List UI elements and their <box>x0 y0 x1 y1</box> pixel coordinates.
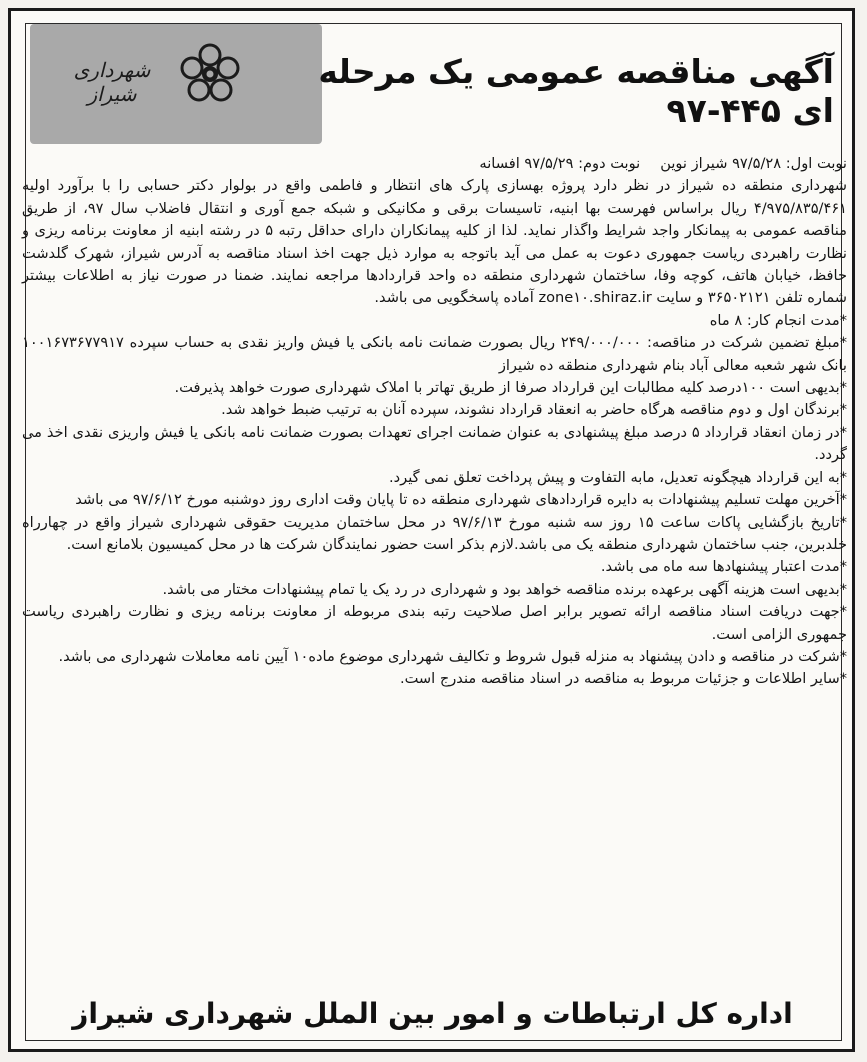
notice-header <box>30 24 840 144</box>
list-item: *برندگان اول و دوم مناقصه هرگاه حاضر به انعقاد قرارداد نشوند، سپرده آنان به ترتیب ضبط خواهد شد. <box>221 401 847 419</box>
issuer-footer: اداره کل ارتباطات و امور بین الملل شهرداری شیراز <box>72 997 793 1030</box>
list-item: *شرکت در مناقصه و دادن پیشنهاد به منزله قبول شروط و تکالیف شهرداری موضوع ماده۱۰ آیین نامه معاملات شهرداری می باشد. <box>58 647 847 665</box>
list-item: *تاریخ بازگشایی پاکات ساعت ۱۵ روز سه شنبه مورخ ۹۷/۶/۱۳ در محل ساختمان مدیریت حقوقی شهرداری شیراز واقع در چهارراه خلدبرین، جنب ساختمان شهرداری منطقه یک می باشد.لازم بذکر است حضور نمایندگان شرکت ها در محل کمیسیون بلامانع است. <box>22 513 847 553</box>
intro-paragraph: شهرداری منطقه ده شیراز در نظر دارد پروژه بهسازی پارک های انتظار و فاطمی واقع در بولوار دکتر حسابی را با برآورد اولیه ۴/۹۷۵/۸۳۵/۴۶۱ ریال براساس فهرست بها ابنیه، تاسیسات برقی و مکانیکی و شبکه جمع آوری و انتقال فاضلاب سال ۹۷، از طریق مناقصه عمومی به پیمانکار واجد شرایط واگذار نماید. لذا از کلیه پیمانکاران دارای حداقل رتبه ۵ در رشته ابنیه از معاونت برنامه ریزی و نظارت راهبردی ریاست جمهوری دعوت به عمل می آید باتوجه به موارد ذیل جهت اخذ اسناد مناقصه به آدرس شیراز، شهرک گلدشت حافظ، خیابان هاتف، کوچه وفا، ساختمان شهرداری منطقه ده واحد قراردادها مراجعه نمایند. ضمنا در صورت نیاز به اطلاعات بیشتر شماره تلفن ۳۶۵۰۲۱۲۱ و سایت zone۱۰.shiraz.ir آماده پاسخگویی می باشد. <box>22 177 848 307</box>
list-item: *مدت اعتبار پیشنهادها سه ماه می باشد. <box>600 558 847 576</box>
list-item: *جهت دریافت اسناد مناقصه ارائه تصویر برابر اصل صلاحیت رتبه بندی مربوطه از معاونت برنامه ریزی و نظارت راهبردی ریاست جمهوری الزامی است. <box>22 603 847 643</box>
list-item: *بدیهی است ۱۰۰درصد کلیه مطالبات این قرارداد صرفا از طریق تهاتر با املاک شهرداری صورت خواهد پذیرفت. <box>174 379 847 397</box>
list-item: *بدیهی است هزینه آگهی برعهده برنده مناقصه خواهد بود و شهرداری در رد یک یا تمام پیشنهادات مختار می باشد. <box>162 580 847 598</box>
notice-body <box>22 153 847 983</box>
list-item: *سایر اطلاعات و جزئیات مربوط به مناقصه در اسناد مناقصه مندرج است. <box>399 670 847 688</box>
list-item: *آخرین مهلت تسلیم پیشنهادات به دایره قراردادهای شهرداری منطقه ده تا پایان وقت اداری روز دوشنبه مورخ ۹۷/۶/۱۲ می باشد <box>75 491 847 509</box>
list-item: *مدت انجام کار: ۸ ماه <box>709 311 847 329</box>
list-item: *در زمان انعقاد قرارداد ۵ درصد مبلغ پیشنهادی به عنوان ضمانت اجرای تعهدات بصورت ضمانت نامه بانکی یا فیش واریزی نقدی اخذ می گردد. <box>22 423 847 464</box>
logo-text: شهرداری شیراز <box>73 58 151 106</box>
list-item: *مبلغ تضمین شرکت در مناقصه: ۲۴۹/۰۰۰/۰۰۰ ریال بصورت ضمانت نامه بانکی یا فیش واریز نقدی به حساب سپرده ۱۰۰۱۶۷۳۶۷۷۹۱۷ بانک شهر شعبه معالی آباد بنام شهرداری منطقه ده شیراز <box>22 334 848 374</box>
notice-title: آگهی مناقصه عمومی یک مرحله ای ۴۴۵-۹۷ <box>318 52 834 130</box>
second-publication: نوبت دوم: ۹۷/۵/۲۹ افسانه <box>479 155 641 172</box>
list-item: *به این قرارداد هیچگونه تعدیل، مابه التفاوت و پیش پرداخت تعلق نمی گیرد. <box>389 468 847 486</box>
shiraz-municipality-logo-icon <box>178 42 242 106</box>
first-publication: نوبت اول: ۹۷/۵/۲۸ شیراز نوین <box>660 155 847 172</box>
publication-dates <box>22 153 847 175</box>
